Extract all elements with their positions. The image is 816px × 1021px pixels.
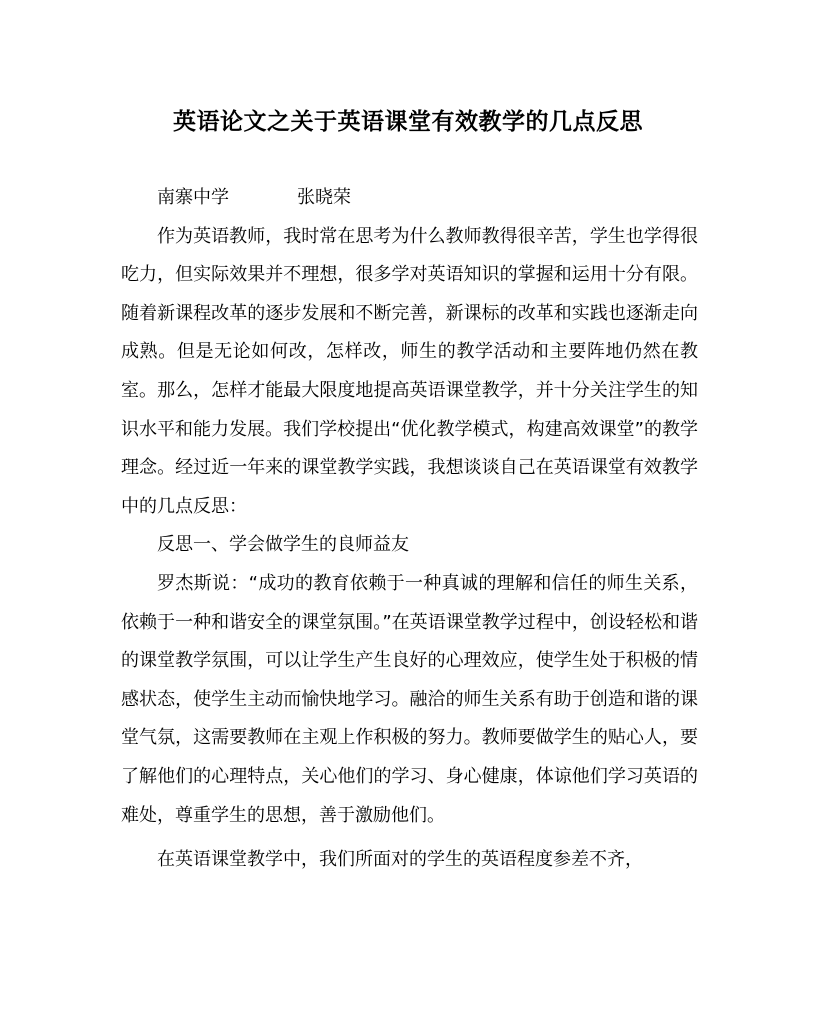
document-body — [121, 179, 698, 880]
document-title: 英语论文之关于英语课堂有效教学的几点反思 — [173, 108, 643, 135]
author-line — [121, 179, 698, 218]
section-heading: 反思一、学会做学生的良师益友 — [157, 534, 409, 556]
paragraph-continued: 在英语课堂教学中，我们所面对的学生的英语程度参差不齐， — [157, 849, 643, 871]
school-name: 南寨中学 — [157, 187, 229, 208]
paragraph-intro: 作为英语教师，我时常在思考为什么教师教得很辛苦，学生也学得很吃力，但实际效果并不理想，很多学对英语知识的掌握和运用十分有限。随着新课程改革的逐步发展和不断完善，新课标的改革和实践也逐渐走向成熟。但是无论如何改，怎样改，师生的教学活动和主要阵地仍然在教室。那么，怎样才能最大限度地提高英语课堂教学，并十分关注学生的知识水平和能力发展。我们学校提出“优化教学模式，构建高效课堂”的教学理念。经过近一年来的课堂教学实践，我想谈谈自己在英语课堂有效教学中的几点反思： — [121, 225, 698, 517]
author-name: 张晓荣 — [297, 187, 351, 208]
paragraph-rogers: 罗杰斯说：“成功的教育依赖于一种真诚的理解和信任的师生关系，依赖于一种和谐安全的课堂氛围。”在英语课堂教学过程中，创设轻松和谐的课堂教学氛围，可以让学生产生良好的心理效应，使学生处于积极的情感状态，使学生主动而愉快地学习。融洽的师生关系有助于创造和谐的课堂气氛，这需要教师在主观上作积极的努力。教师要做学生的贴心人，要了解他们的心理特点，关心他们的学习、身心健康，体谅他们学习英语的难处，尊重学生的思想，善于激励他们。 — [121, 572, 698, 826]
